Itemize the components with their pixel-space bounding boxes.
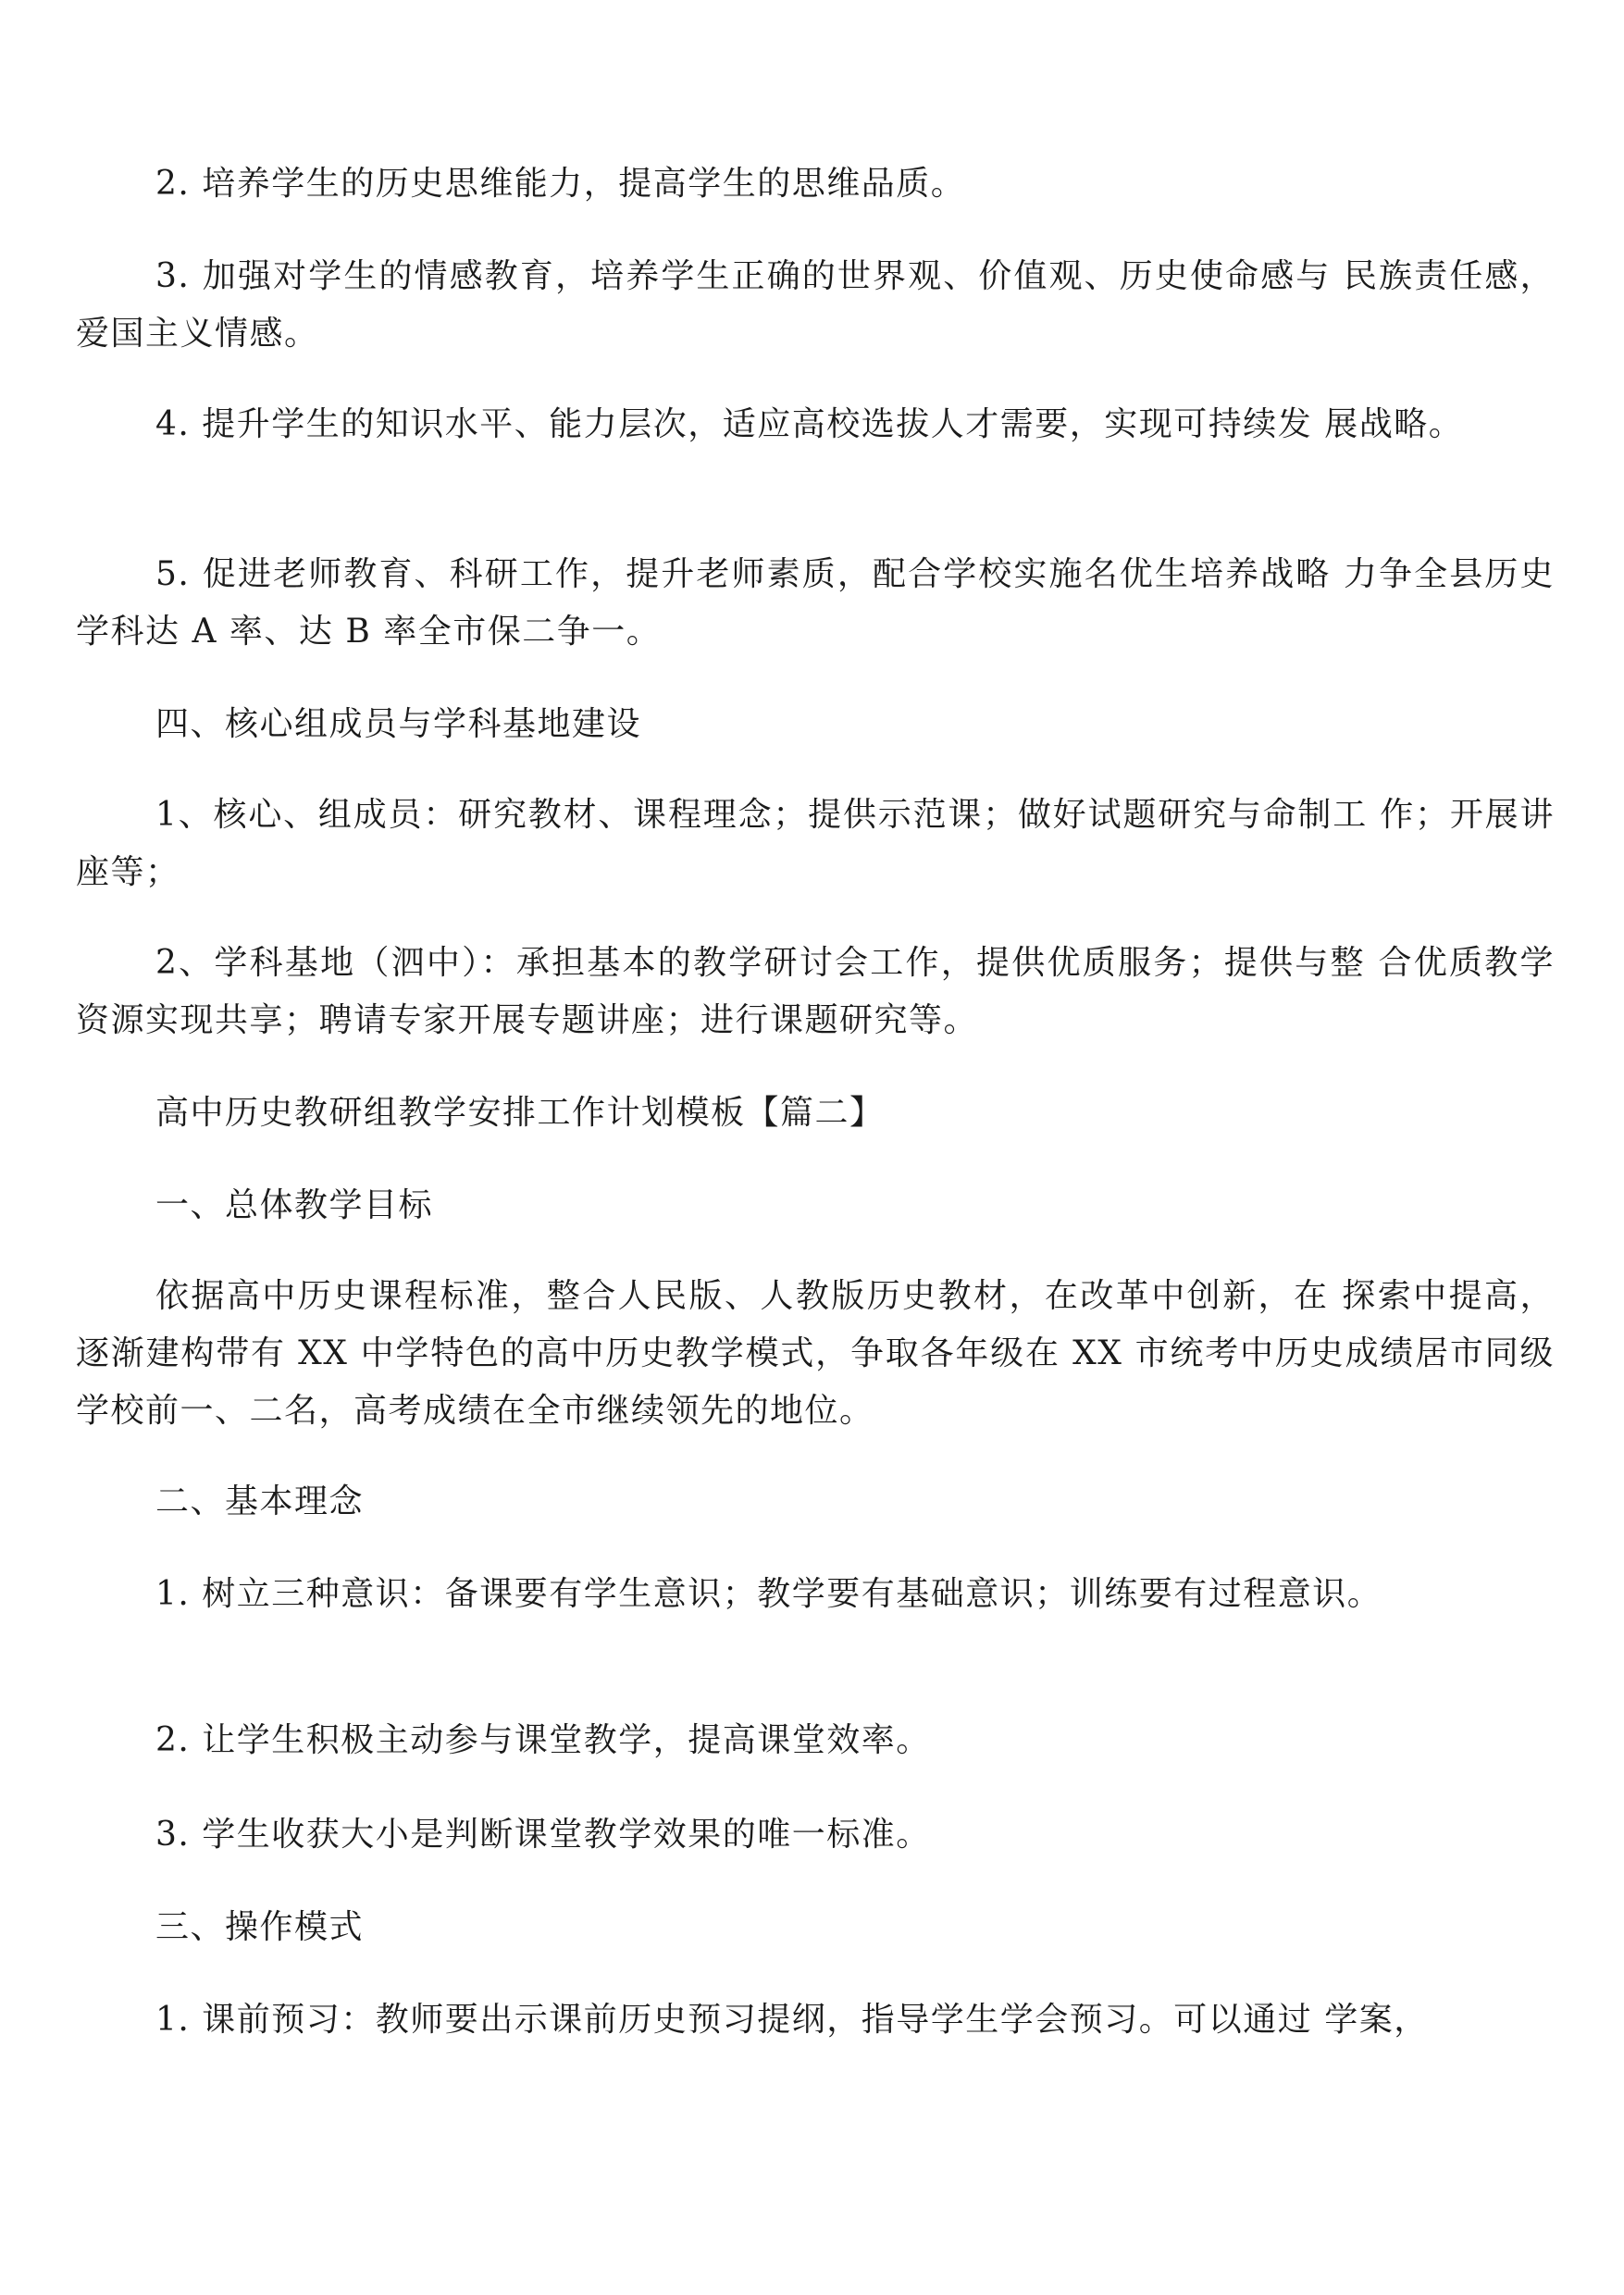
heading-operation-mode: 三、操作模式	[155, 1908, 365, 1946]
heading-overall-goals: 一、总体教学目标	[155, 1186, 434, 1224]
paragraph-concept-3: 3. 学生收获大小是判断课堂教学效果的唯一标准。	[155, 1816, 931, 1854]
paragraph-operation-1: 1. 课前预习：教师要出示课前历史预习提纲，指导学生学会预习。可以通过 学案，	[155, 2001, 1429, 2039]
paragraph-goal-4: 4. 提升学生的知识水平、能力层次，适应高校选拔人才需要，实现可持续发 展战略。	[155, 405, 1464, 443]
paragraph-overall-goals: 依据高中历史课程标准，整合人民版、人教版历史教材，在改革中创新，在 探索中提高，逐渐建构带有 XX 中学特色的高中历史教学模式，争取各年级在 XX 市统考中历史成绩居市同级学校前一、二名，高考成绩在全市继续领先的地位。	[76, 1277, 1555, 1430]
paragraph-goal-2: 2. 培养学生的历史思维能力，提高学生的思维品质。	[155, 165, 966, 203]
paragraph-concept-1: 1. 树立三种意识：备课要有学生意识；教学要有基础意识；训练要有过程意识。	[155, 1575, 1382, 1613]
section-title-part-two: 高中历史教研组教学安排工作计划模板【篇二】	[155, 1094, 885, 1132]
heading-core-members: 四、核心组成员与学科基地建设	[155, 705, 642, 743]
paragraph-core-members: 1、核心、组成员：研究教材、课程理念；提供示范课；做好试题研究与命制工 作；开展讲座等；	[76, 796, 1555, 891]
paragraph-subject-base: 2、学科基地（泗中）：承担基本的教学研讨会工作，提供优质服务；提供与整 合优质教学资源实现共享；聘请专家开展专题讲座；进行课题研究等。	[76, 944, 1555, 1039]
heading-basic-concepts: 二、基本理念	[155, 1482, 365, 1520]
paragraph-goal-5: 5. 促进老师教育、科研工作，提升老师素质，配合学校实施名优生培养战略 力争全县历史学科达 A 率、达 B 率全市保二争一。	[76, 555, 1555, 651]
paragraph-concept-2: 2. 让学生积极主动参与课堂教学，提高课堂效率。	[155, 1721, 931, 1759]
paragraph-goal-3: 3. 加强对学生的情感教育，培养学生正确的世界观、价值观、历史使命感与 民族责任感，爱国主义情感。	[76, 257, 1555, 353]
